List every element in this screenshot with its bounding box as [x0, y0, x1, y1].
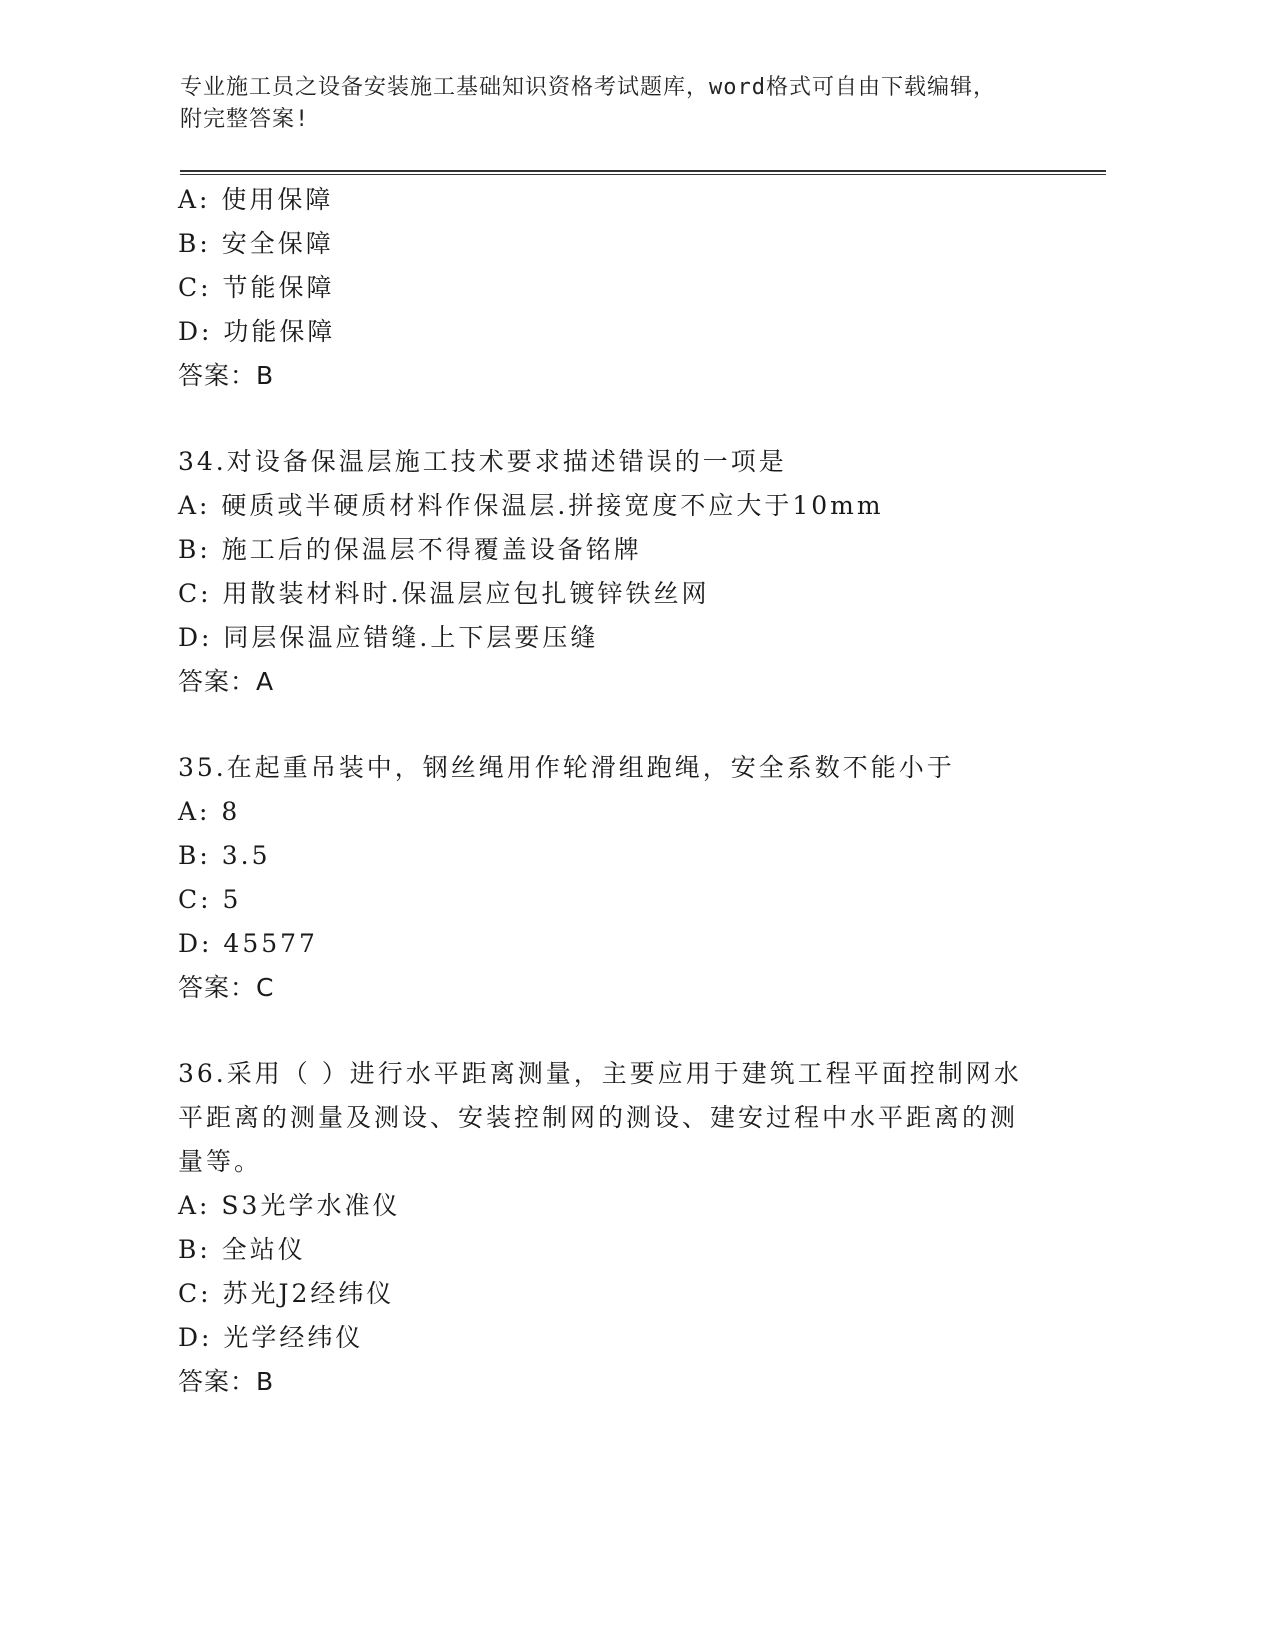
question-text-line-1: 36.采用（ ）进行水平距离测量，主要应用于建筑工程平面控制网水	[178, 1059, 1022, 1088]
option-a: A: 硬质或半硬质材料作保温层.拼接宽度不应大于10mm	[178, 491, 884, 520]
option-a: A: S3光学水准仪	[178, 1191, 401, 1220]
question-text-line-3: 量等。	[178, 1147, 263, 1176]
option-a: A: 使用保障	[178, 185, 334, 214]
header-line-2: 附完整答案!	[180, 107, 310, 132]
question-list	[178, 178, 1078, 1404]
option-c: C: 用散装材料时.保温层应包扎镀锌铁丝网	[178, 579, 710, 608]
question-36	[178, 1052, 1078, 1404]
document-header	[180, 72, 1060, 136]
option-b: B: 安全保障	[178, 229, 334, 258]
answer: 答案：B	[178, 1367, 275, 1396]
header-divider	[180, 170, 1106, 175]
question-35	[178, 746, 1078, 1010]
answer: 答案：C	[178, 973, 275, 1002]
option-b: B: 3.5	[178, 841, 271, 870]
question-text-line-2: 平距离的测量及测设、安装控制网的测设、建安过程中水平距离的测	[178, 1103, 1019, 1132]
option-b: B: 施工后的保温层不得覆盖设备铭牌	[178, 535, 642, 564]
answer: 答案：B	[178, 361, 275, 390]
header-line-1: 专业施工员之设备安装施工基础知识资格考试题库，word格式可自由下载编辑，	[180, 75, 996, 100]
question-text: 34.对设备保温层施工技术要求描述错误的一项是	[178, 447, 787, 476]
option-d: D: 45577	[178, 929, 318, 958]
option-b: B: 全站仪	[178, 1235, 306, 1264]
option-d: D: 功能保障	[178, 317, 336, 346]
option-c: C: 5	[178, 885, 242, 914]
option-c: C: 节能保障	[178, 273, 335, 302]
question-34	[178, 440, 1078, 704]
option-c: C: 苏光J2经纬仪	[178, 1279, 395, 1308]
option-d: D: 光学经纬仪	[178, 1323, 364, 1352]
answer: 答案：A	[178, 667, 275, 696]
question-text: 35.在起重吊装中，钢丝绳用作轮滑组跑绳，安全系数不能小于	[178, 753, 955, 782]
option-a: A: 8	[178, 797, 241, 826]
option-d: D: 同层保温应错缝.上下层要压缝	[178, 623, 599, 652]
question-33	[178, 178, 1078, 398]
